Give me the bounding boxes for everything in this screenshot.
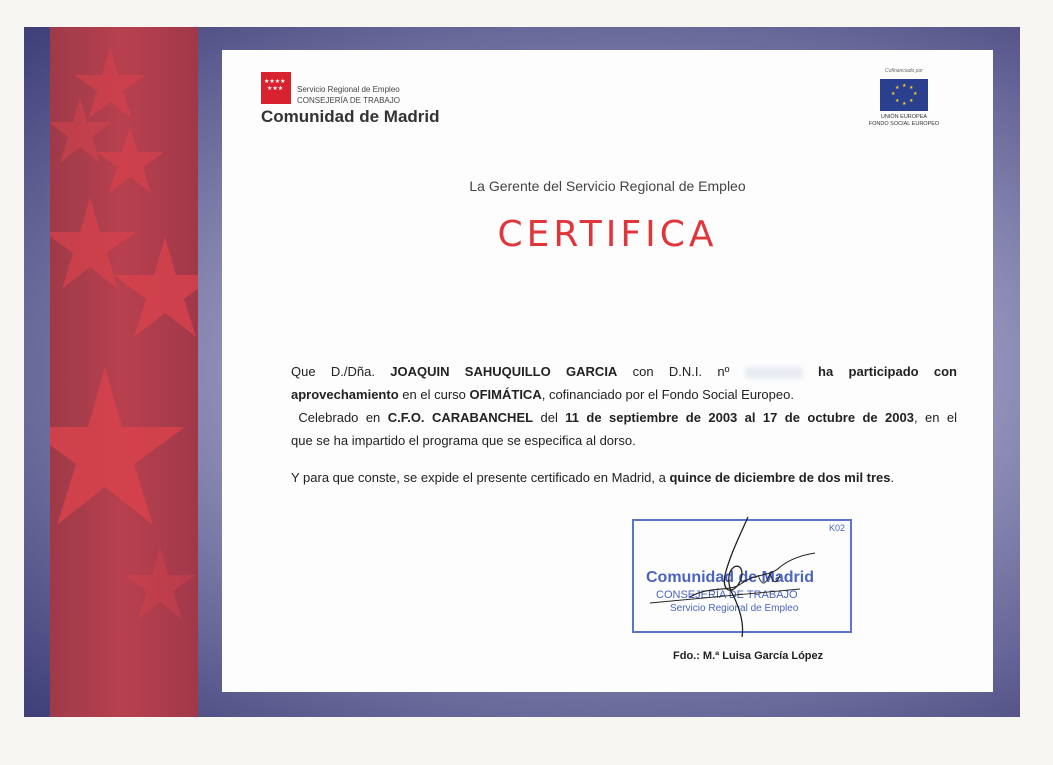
body-text: Celebrado en	[298, 410, 381, 425]
issue-date: quince de diciembre de dos mil tres	[669, 470, 891, 485]
star-decoration	[114, 237, 198, 337]
handwritten-signature	[630, 515, 860, 640]
body-text: en el curso	[402, 387, 466, 402]
body-line-4: que se ha impartido el programa que se especifica al dorso.	[291, 433, 636, 448]
redacted-dni	[745, 367, 803, 379]
stamp-title: Comunidad de Madrid	[646, 569, 814, 586]
training-center: C.F.O. CARABANCHEL	[387, 410, 534, 425]
svg-text:★: ★	[902, 101, 907, 107]
body-line-1	[291, 360, 957, 383]
certificate-body	[291, 360, 957, 489]
svg-text:★: ★	[895, 85, 900, 91]
stamp-code: K02	[828, 523, 845, 533]
body-line-2	[291, 383, 957, 406]
svg-text:★★★★: ★★★★	[264, 78, 286, 85]
body-line-5	[291, 466, 957, 489]
recipient-name: JOAQUIN SAHUQUILLO GARCIA	[390, 364, 618, 379]
body-text: Que D./Dña.	[291, 364, 375, 379]
org-title: Comunidad de Madrid	[261, 107, 440, 126]
star-decoration	[96, 127, 164, 193]
eu-line2: FONDO SOCIAL EUROPEO	[868, 121, 940, 127]
svg-text:★: ★	[909, 85, 914, 91]
course-dates: 11 de septiembre de 2003 al 17 de octubre de 2003	[565, 410, 914, 425]
body-text: .	[890, 470, 895, 485]
signatory-name: Fdo.: M.ª Luisa García López	[673, 650, 824, 662]
body-line-3	[291, 406, 957, 429]
intro-line: La Gerente del Servicio Regional de Empleo	[469, 178, 746, 194]
svg-text:★: ★	[902, 83, 907, 89]
eu-line1: UNIÓN EUROPEA	[880, 114, 928, 120]
star-decoration	[124, 547, 196, 619]
svg-text:★: ★	[909, 98, 914, 104]
body-text: con D.N.I. nº	[632, 364, 730, 379]
eu-logo-block	[864, 68, 944, 128]
body-text: , en el	[913, 410, 957, 425]
body-text: Y para que conste, se expide el presente certificado en Madrid, a	[291, 470, 666, 485]
body-text: del	[540, 410, 558, 425]
eu-flag-icon	[880, 79, 928, 111]
body-text-bold: aprovechamiento	[291, 387, 399, 402]
org-line1: Servicio Regional de Empleo	[297, 85, 400, 94]
body-text-bold: ha participado con	[818, 364, 957, 379]
svg-text:★: ★	[891, 91, 896, 97]
certifica-heading: CERTIFICA	[497, 214, 718, 255]
star-decoration	[74, 47, 146, 119]
body-text: , cofinanciado por el Fondo Social Europeo.	[541, 387, 794, 402]
stamp-line2: CONSEJERÍA DE TRABAJO	[656, 589, 798, 601]
madrid-flag-icon	[261, 72, 291, 104]
svg-text:★: ★	[913, 91, 918, 97]
stamp-line3: Servicio Regional de Empleo	[670, 603, 799, 614]
eu-cofinanced-label: Cofinanciado por	[885, 68, 923, 74]
svg-text:★★★: ★★★	[267, 85, 284, 92]
star-decoration	[50, 367, 185, 525]
course-name: OFIMÁTICA	[469, 387, 542, 402]
decorative-star-band	[50, 27, 198, 717]
svg-text:★: ★	[895, 98, 900, 104]
org-line2: CONSEJERÍA DE TRABAJO	[297, 96, 400, 105]
